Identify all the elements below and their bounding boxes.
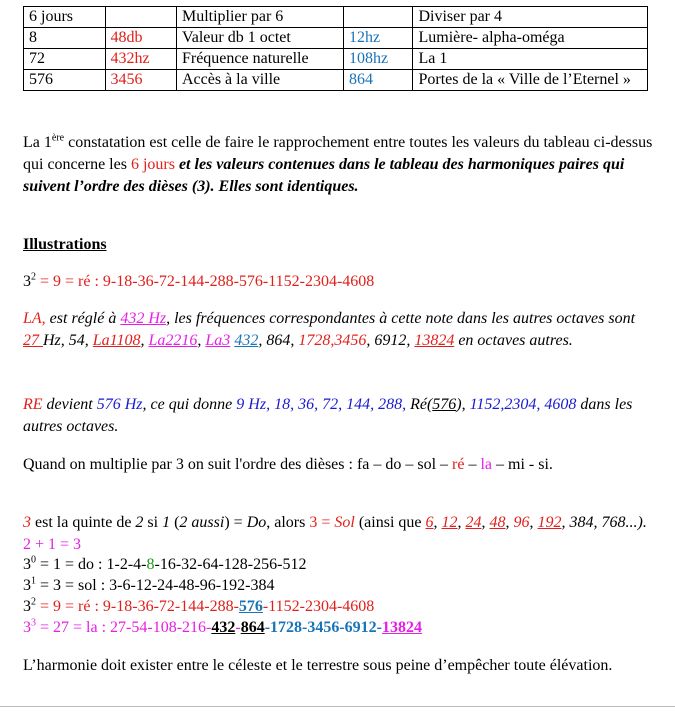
table-cell: 6 jours xyxy=(24,7,106,28)
text: 3 xyxy=(23,598,31,615)
series-la xyxy=(23,617,422,638)
emphasis-text: et les valeurs contenues dans le tableau des harmoniques paires qui suivent l’ordre des dièses (3). Elles sont identiques. xyxy=(23,156,625,195)
table-cell: Accès à la ville xyxy=(176,70,343,91)
table-cell: Multiplier par 6 xyxy=(176,7,343,28)
text: ( xyxy=(170,514,180,531)
table-cell: 8 xyxy=(24,28,106,49)
text: Do xyxy=(246,514,267,531)
text: Sol xyxy=(334,514,355,531)
text: - xyxy=(235,619,241,636)
text: 2 + 1 = 3 xyxy=(23,536,82,553)
text: -1728-3456-6912- xyxy=(264,619,382,636)
text: , les fréquences correspondantes à cette note dans les autres octaves sont xyxy=(166,310,636,327)
text: , 6912, xyxy=(366,332,415,349)
paragraph-conclusion: L’harmonie doit exister entre le céleste et le terrestre sous peine d’empêcher toute élévation. xyxy=(23,657,613,674)
text: 27 xyxy=(23,332,43,349)
table-cell: Diviser par 4 xyxy=(413,7,648,28)
text: 864 xyxy=(240,619,265,636)
text: 48 xyxy=(489,514,506,531)
text: 1 xyxy=(162,514,171,531)
table-cell xyxy=(176,28,343,49)
text: 1728,3456 xyxy=(298,332,367,349)
table-cell: 576 xyxy=(24,70,106,91)
table-cell: Lumière- alpha-oméga xyxy=(413,28,648,49)
table-row xyxy=(24,28,648,49)
text: , xyxy=(140,332,149,349)
text: , xyxy=(505,514,514,531)
text: constatation est celle de faire le rapprochement entre toutes les valeurs du tableau ci-dessus qui concerne les xyxy=(23,134,653,173)
highlight-red: 6 jours xyxy=(130,156,175,173)
text: 13824 xyxy=(382,619,422,636)
text: = 27 = la : 27-54-108-216- xyxy=(36,619,212,636)
series-re xyxy=(23,596,374,617)
text: La 1 xyxy=(23,134,52,151)
superscript: 2 xyxy=(31,271,36,283)
text: 1152,2304, 4608 xyxy=(469,396,577,413)
text: 6 xyxy=(425,514,434,531)
superscript: 2 xyxy=(31,596,36,608)
text: , 384, 768...). xyxy=(561,514,647,531)
text: 3 xyxy=(23,273,31,290)
line-re xyxy=(23,271,374,292)
text: , ce qui donne xyxy=(142,396,237,413)
paragraph-constatation xyxy=(23,132,653,198)
paragraph-la xyxy=(23,308,653,352)
text: (ainsi que xyxy=(354,514,426,531)
paragraph-quand xyxy=(23,454,653,476)
table-cell: 432hz xyxy=(105,49,176,70)
text: La2216 xyxy=(148,332,198,349)
table-cell: La 1 xyxy=(413,49,648,70)
text: 432 Hz xyxy=(120,310,167,327)
text: devient xyxy=(42,396,97,413)
superscript: 0 xyxy=(31,554,36,566)
text: , xyxy=(529,514,538,531)
text: 13824 xyxy=(414,332,455,349)
text: ré xyxy=(452,456,465,473)
superscript: 1 xyxy=(31,575,36,587)
text: , xyxy=(457,514,466,531)
text: dans les autres octaves. xyxy=(23,396,633,435)
text: -1152-2304-4608 xyxy=(262,598,375,615)
text: 2 aussi xyxy=(179,514,225,531)
text: RE xyxy=(23,396,43,413)
text: = 9 = ré xyxy=(36,273,91,290)
text: ), xyxy=(456,396,470,413)
text: Quand on multiplie par 3 on suit l'ordre des dièses : fa – do – sol – xyxy=(23,456,453,473)
text: 3 = xyxy=(309,514,335,531)
table-cell xyxy=(105,7,176,28)
section-heading: Illustrations xyxy=(23,236,107,253)
text: 3 xyxy=(23,577,31,594)
text: est la quinte de xyxy=(31,514,136,531)
text: si xyxy=(143,514,163,531)
series-sol xyxy=(23,575,274,596)
text: 576 xyxy=(238,598,263,615)
text: 192 xyxy=(537,514,562,531)
table-cell: Portes de la « Ville de l’Eternel » xyxy=(413,70,648,91)
table-row xyxy=(24,7,648,28)
table-cell-text: Valeur db 1 octet xyxy=(181,29,291,46)
table-cell: 3456 xyxy=(105,70,176,91)
values-table xyxy=(23,6,648,91)
text: , xyxy=(433,514,442,531)
text: 3 xyxy=(23,514,31,531)
text: La3 xyxy=(205,332,231,349)
text: 8 xyxy=(146,556,155,573)
text: – xyxy=(464,456,481,473)
table-cell xyxy=(344,7,413,28)
superscript: 3 xyxy=(31,617,36,629)
text: = 9 = ré : 9-18-36-72-144-288- xyxy=(36,598,239,615)
text: LA, xyxy=(23,310,46,327)
text: Ré( xyxy=(406,396,433,413)
text: : 9-18-36-72-144-288-576-1152-2304-4608 xyxy=(90,273,375,290)
text: 432 xyxy=(211,619,236,636)
superscript: ère xyxy=(51,132,65,144)
text: 576 xyxy=(432,396,457,413)
text: 432 xyxy=(234,332,259,349)
table-row xyxy=(24,70,648,91)
text: = 3 = sol : 3-6-12-24-48-96-192-384 xyxy=(36,577,275,594)
text: la xyxy=(480,456,493,473)
text: – mi - si. xyxy=(492,456,553,473)
table-cell: Fréquence naturelle xyxy=(176,49,343,70)
text: 576 Hz xyxy=(96,396,143,413)
table-cell: 108hz xyxy=(344,49,413,70)
table-cell: 12hz xyxy=(344,28,413,49)
text: 3 xyxy=(23,556,31,573)
text: = 1 = do : 1-2-4- xyxy=(36,556,147,573)
text: 12 xyxy=(441,514,458,531)
text: La1108 xyxy=(92,332,141,349)
text: 9 Hz, 18, 36, 72, 144, 288, xyxy=(236,396,407,413)
text: , alors xyxy=(266,514,310,531)
text: ) = xyxy=(224,514,247,531)
text: est réglé à xyxy=(45,310,121,327)
text: 3 xyxy=(23,619,31,636)
text: 2 xyxy=(135,514,144,531)
text: , xyxy=(197,332,206,349)
paragraph-quinte xyxy=(23,512,653,556)
table-row xyxy=(24,49,648,70)
text: , xyxy=(481,514,490,531)
paragraph-re xyxy=(23,394,653,438)
table-cell: 72 xyxy=(24,49,106,70)
table-cell: 48db xyxy=(105,28,176,49)
text: , 864, xyxy=(258,332,299,349)
text: en octaves autres. xyxy=(454,332,573,349)
text: Hz, 54, xyxy=(43,332,93,349)
table-cell: 864 xyxy=(344,70,413,91)
text: -16-32-64-128-256-512 xyxy=(154,556,307,573)
series-do xyxy=(23,554,306,575)
text: 24 xyxy=(465,514,482,531)
page-border xyxy=(0,706,675,707)
text: 96 xyxy=(513,514,530,531)
